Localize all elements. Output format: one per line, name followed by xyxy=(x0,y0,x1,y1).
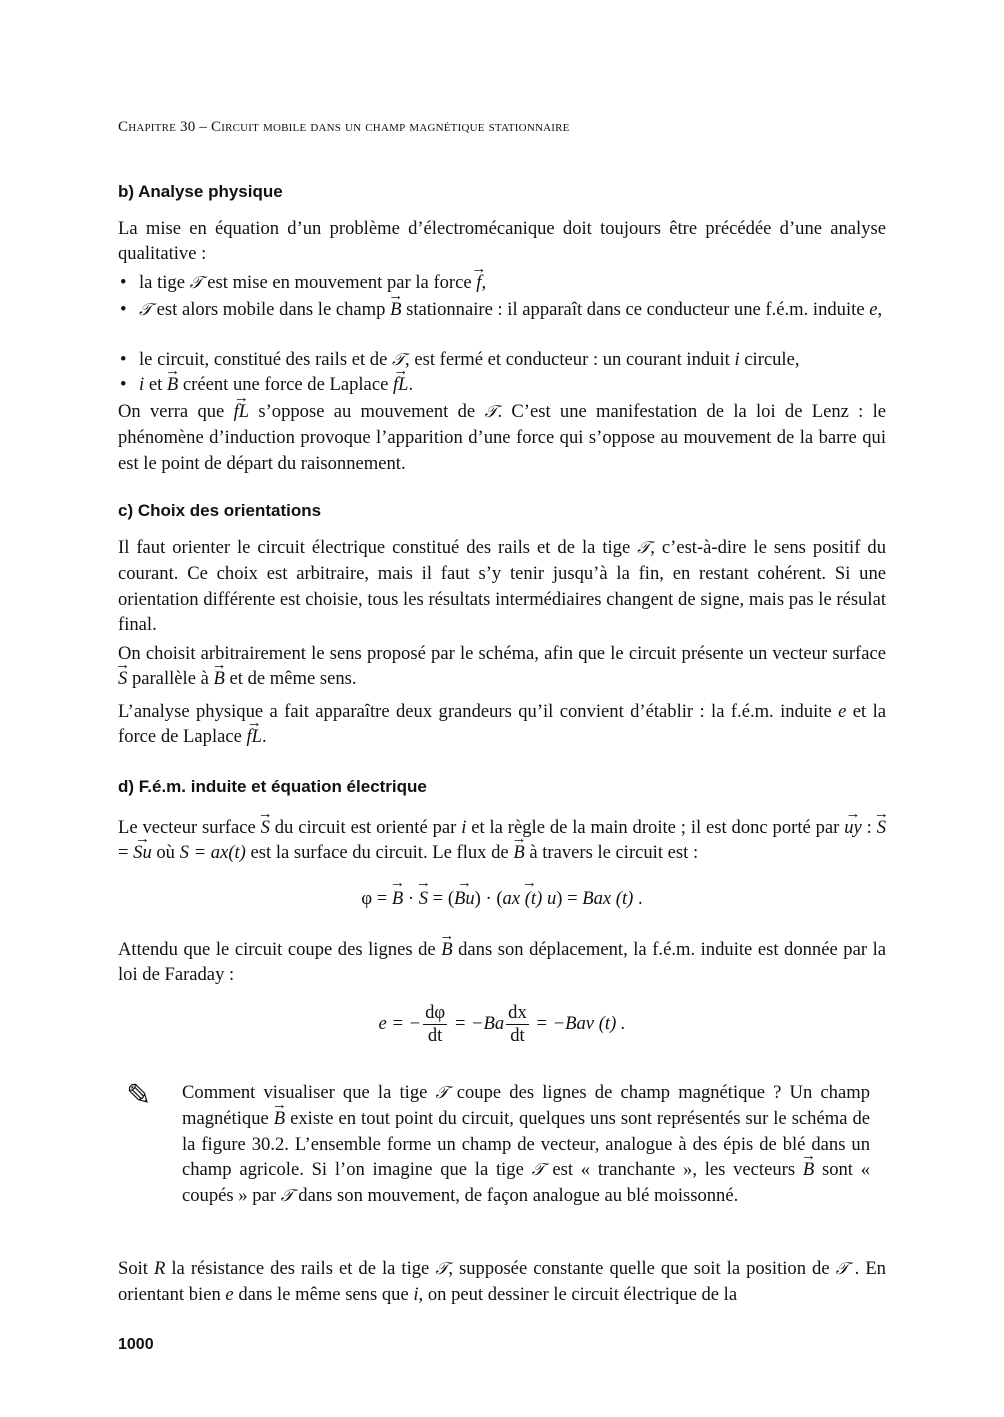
list-item: • i et → B créent une force de Laplace → fL. xyxy=(118,372,886,397)
pencil-icon: ✎ xyxy=(126,1078,152,1113)
section-c-paragraph-2: On choisit arbitrairement le sens proposé par le schéma, afin que le circuit présente un vecteur surface → S parallèle à → B et de même sens. xyxy=(118,641,886,692)
running-header xyxy=(118,119,570,136)
section-c-paragraph-1: Il faut orienter le circuit électrique constitué des rails et de la tige 𝒯, c’est-à-dire le sens positif du courant. Ce choix est arbitraire, mais il faut s’y tenir jusqu’à la fin, en restant cohérent. Si une orientation différente est choisie, tous les résultats intermédiaires changent de signe, mais pas le résulat final. xyxy=(118,537,886,635)
section-d-title: d) F.é.m. induite et équation électrique xyxy=(118,777,427,796)
flux-equation: φ = → B · → S = (→ Bu) · (→ ax (t) u) = Bax (t) . xyxy=(118,888,886,910)
final-paragraph: Soit R la résistance des rails et de la tige 𝒯, supposée constante quelle que soit la position de 𝒯 . En orientant bien e dans le même sens que i, on peut dessiner le circuit électrique de la xyxy=(118,1258,886,1306)
faraday-equation: e = − $\frac{d\varphi}{dt}$ = −Ba $\frac{dx}{dt}$ = −Bav (t) . xyxy=(378,1002,626,1046)
section-b-intro: La mise en équation d’un problème d’électromécanique doit toujours être précédée d’une analyse qualitative : xyxy=(118,218,886,265)
section-b-conclusion: On verra que → fL s’oppose au mouvement de 𝒯. C’est une manifestation de la loi de Lenz : le phénomène d’induction provoque l’apparition d’une force qui s’oppose au mouvement de la barre qui est le point de départ du raisonnement. xyxy=(118,399,886,476)
section-d-paragraph-2: Attendu que le circuit coupe des lignes de → B dans son déplacement, la f.é.m. induite est donnée par la loi de Faraday : xyxy=(118,937,886,988)
section-d-paragraph-1: Le vecteur surface → S du circuit est orienté par i et la règle de la main droite ; il est donc porté par → uy : → S = → Su où S = ax(t) est la surface du circuit. Le flux de → B à travers le circuit est : xyxy=(118,815,886,866)
chapter-label: Chapitre 30 – xyxy=(118,119,211,135)
remark-note: Comment visualiser que la tige 𝒯 coupe des lignes de champ magnétique ? Un champ magnétique → B existe en tout point du circuit, quelques uns sont représentés sur le schéma de la figure 30.2. L’ensemble forme un champ de vecteur, analogue à des épis de blé dans un champ agricole. Si l’on imagine que la tige 𝒯 est « tranchante », les vecteurs → B sont « coupés » par 𝒯 dans son mouvement, de façon analogue au blé moissonné. xyxy=(182,1080,870,1209)
list-item: • la tige 𝒯 est mise en mouvement par la force → f, xyxy=(118,270,886,296)
section-b-title: b) Analyse physique xyxy=(118,182,283,201)
section-c-paragraph-3: L’analyse physique a fait apparaître deux grandeurs qu’il convient d’établir : la f.é.m. induite e et la force de Laplace → fL. xyxy=(118,699,886,750)
chapter-title: Circuit mobile dans un champ magnétique stationnaire xyxy=(211,119,570,135)
list-item: • 𝒯 est alors mobile dans le champ → B stationnaire : il apparaît dans ce conducteur une f.é.m. induite e, xyxy=(118,297,886,323)
page-number: 1000 xyxy=(118,1336,154,1353)
list-item: • le circuit, constitué des rails et de 𝒯, est fermé et conducteur : un courant induit i circule, xyxy=(120,349,800,370)
section-c-title: c) Choix des orientations xyxy=(118,501,322,520)
